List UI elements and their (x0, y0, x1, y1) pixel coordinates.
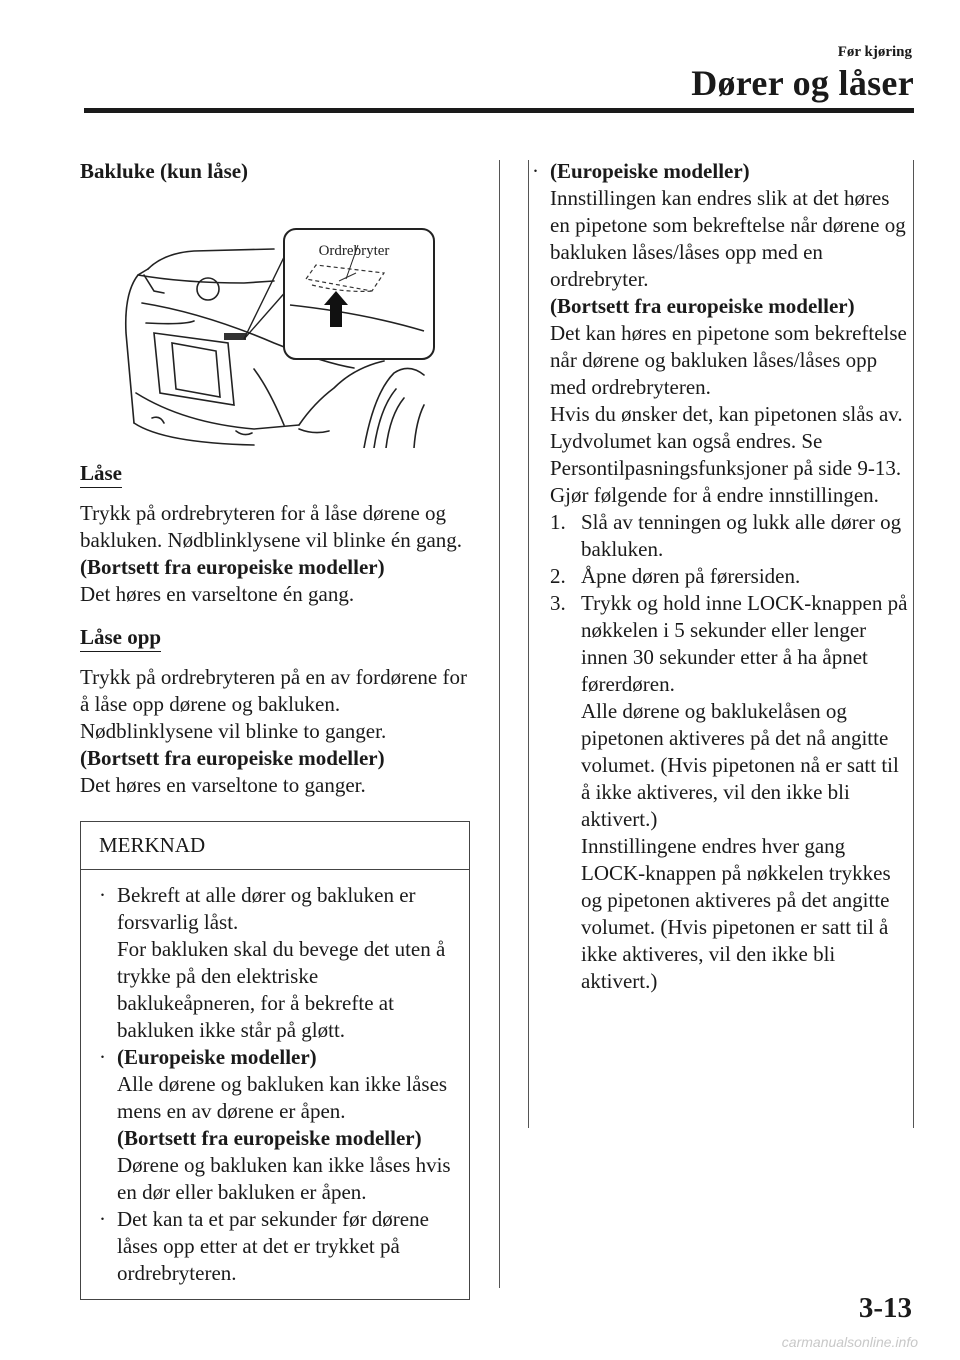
bullet-dot: · (99, 1045, 106, 1069)
note-body (81, 870, 469, 1299)
bullet-dot: · (99, 1207, 106, 1231)
left-column (80, 158, 472, 1300)
figure-label: Ordrebryter (318, 243, 390, 259)
bullet-dot: · (532, 159, 539, 183)
tailgate-figure (124, 193, 444, 448)
note-bullet-3 (99, 1206, 459, 1287)
note-b1: Bekreft at alle dører og bakluken er forsvarlig låst. (117, 883, 416, 934)
right-text-3: Hvis du ønsker det, kan pipetonen slås av. (550, 402, 903, 426)
unlock-heading: Låse opp (80, 625, 161, 652)
note-b2: Alle dørene og bakluken kan ikke låses mens en av dørene er åpen. (117, 1072, 448, 1123)
note-bullet-2 (99, 1044, 459, 1206)
note-b3: Det kan ta et par sekunder før dørene låses opp etter at det er trykket på ordrebryteren. (117, 1207, 429, 1285)
unlock-text: Trykk på ordrebryteren på en av fordørene for å låse opp dørene og bakluken. Nødblinklysene vil blinke to ganger. (80, 665, 467, 743)
note-bullet-1 (99, 882, 459, 1044)
lock-heading: Låse (80, 461, 122, 488)
step-2-text: Åpne døren på førersiden. (581, 564, 801, 588)
step-1 (550, 509, 910, 563)
bullet-dot: · (99, 883, 106, 907)
lock-bold-note: (Bortsett fra europeiske modeller) (80, 555, 385, 579)
step-1-text: Slå av tenningen og lukk alle dører og bakluken. (581, 510, 902, 561)
watermark: carmanualsonline.info (781, 1334, 918, 1350)
right-column-edge-rule (913, 160, 914, 1128)
note-b2-bold: (Europeiske modeller) (117, 1045, 317, 1069)
step-number: 3. (550, 591, 566, 615)
note-b2b: Dørene og bakluken kan ikke låses hvis en dør eller bakluken er åpen. (117, 1153, 451, 1204)
right-bold-2: (Bortsett fra europeiske modeller) (550, 294, 855, 318)
step-number: 1. (550, 510, 566, 534)
page-number: 3-13 (858, 1292, 912, 1324)
step-number: 2. (550, 564, 566, 588)
note-b2-bold-2: (Bortsett fra europeiske modeller) (117, 1126, 422, 1150)
page-title: Dører og låser (691, 63, 914, 103)
step-2 (550, 563, 910, 590)
lock-text: Trykk på ordrebryteren for å låse dørene og bakluken. Nødblinklysene vil blinke én gang. (80, 501, 463, 552)
right-text-1: Innstillingen kan endres slik at det høres en pipetone som bekreftelse når dørene og bakluken låses/låses opp med en ordrebryter. (550, 186, 906, 291)
right-text-4: Lydvolumet kan også endres. Se Persontilpasningsfunksjoner på side 9-13. (550, 429, 902, 480)
subtitle: Bakluke (kun låse) (80, 159, 249, 183)
right-text-5: Gjør følgende for å endre innstillingen. (550, 483, 879, 507)
step-3 (550, 590, 910, 995)
right-column-top-rule (528, 160, 529, 1128)
step-3-result: Alle dørene og baklukelåsen og pipetonen aktiveres på det nå angitte volumet. (Hvis pipetonen nå er satt til å ikke aktiveres, vil den ikke bli aktivert.) (581, 699, 899, 831)
car-rear-illustration (124, 193, 444, 448)
note-title: MERKNAD (81, 822, 469, 870)
column-divider (499, 160, 500, 1288)
unlock-bold-note: (Bortsett fra europeiske modeller) (80, 746, 385, 770)
unlock-text-2: Det høres en varseltone to ganger. (80, 773, 366, 797)
note-box (80, 821, 470, 1300)
header-rule (84, 108, 914, 113)
right-text-2: Det kan høres en pipetone som bekreftelse når dørene og bakluken låses/låses opp med ordrebryteren. (550, 321, 907, 399)
step-3-repeat: Innstillingene endres hver gang LOCK-knappen på nøkkelen trykkes og pipetonen aktiveres på det angitte volumet. (Hvis pipetonen er satt til å ikke aktiveres, vil den ikke bli aktivert.) (581, 834, 891, 993)
step-3-text: Trykk og hold inne LOCK-knappen på nøkkelen i 5 sekunder eller lenger innen 30 sekunder etter å ha åpnet førerdøren. (581, 591, 908, 696)
right-bullet (532, 158, 910, 995)
lock-text-2: Det høres en varseltone én gang. (80, 582, 355, 606)
note-b1b: For bakluken skal du bevege det uten å trykke på den elektriske baklukeåpneren, for å bekrefte at bakluken ikke står på gløtt. (117, 937, 446, 1042)
right-bold-1: (Europeiske modeller) (550, 159, 750, 183)
section-label: Før kjøring (837, 44, 912, 60)
right-column (532, 158, 910, 995)
